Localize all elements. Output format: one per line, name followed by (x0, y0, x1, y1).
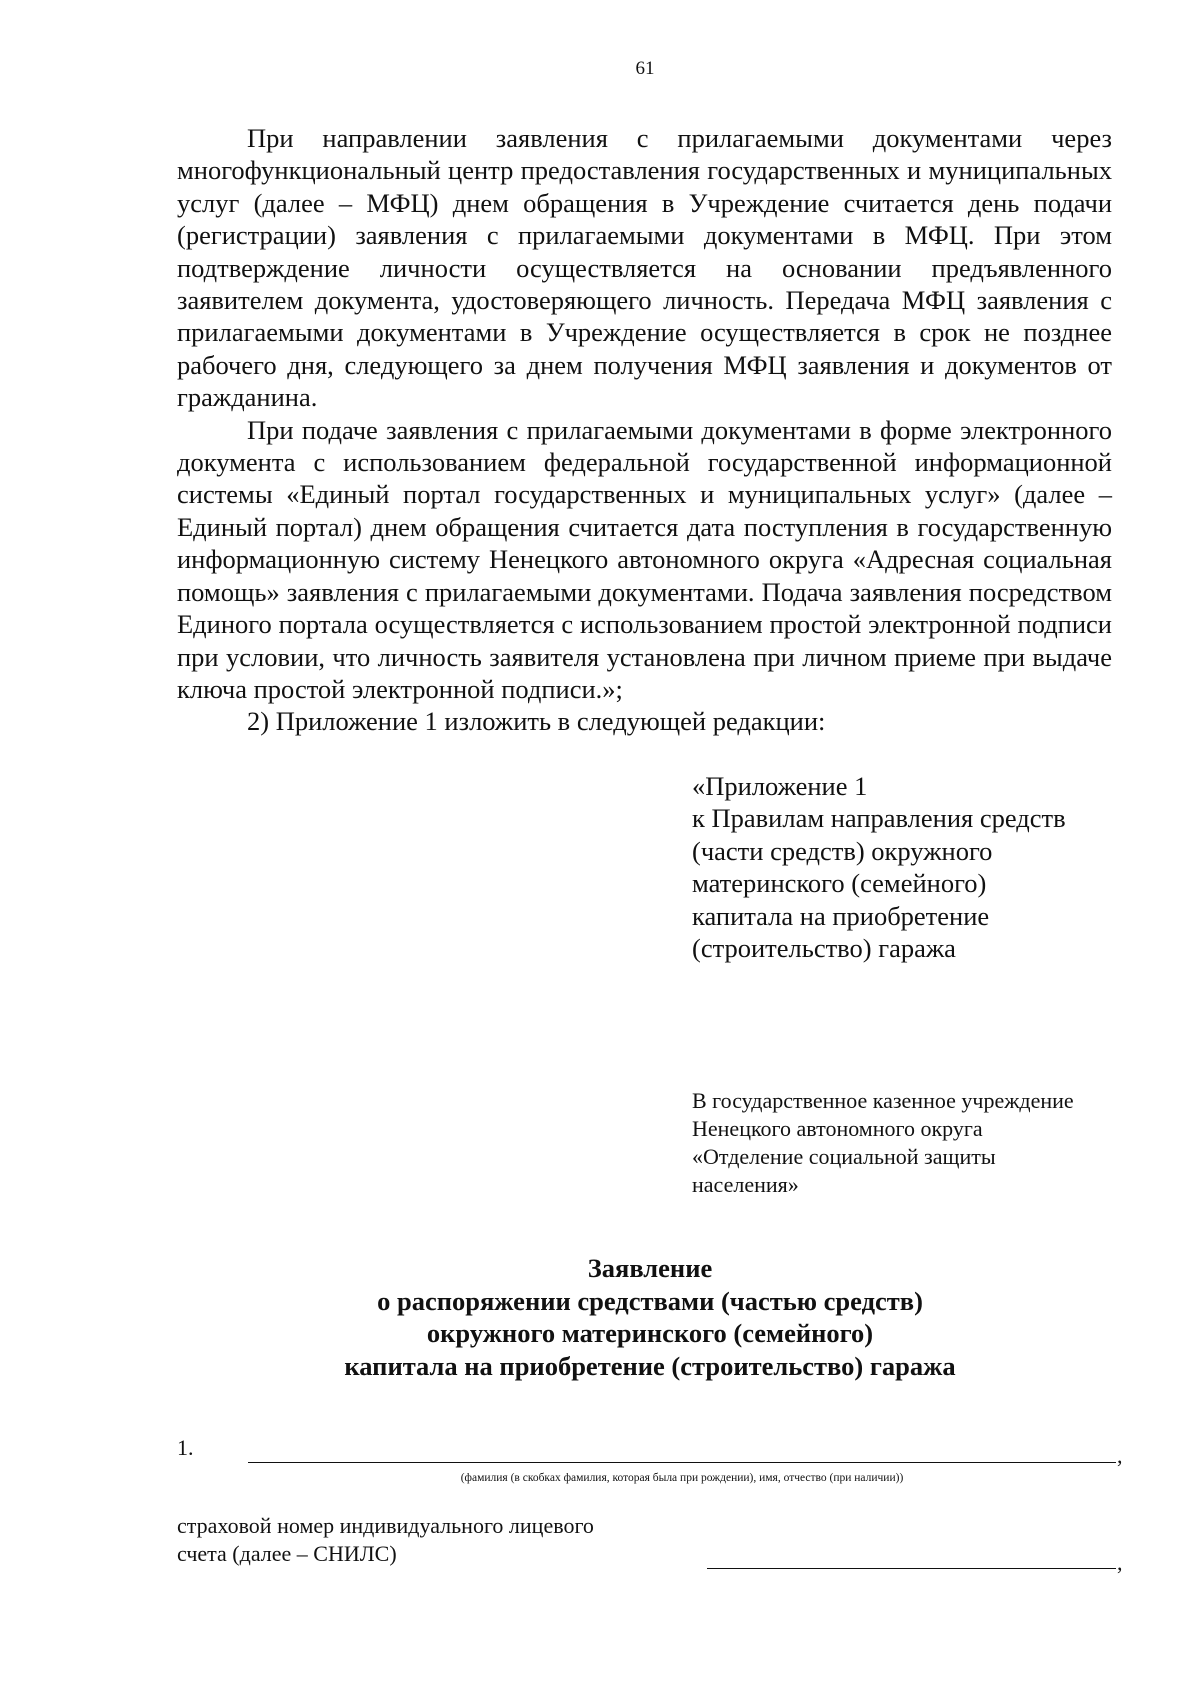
name-line-comma: , (1117, 1443, 1123, 1468)
appendix-note-line: (строительство) гаража (692, 933, 956, 964)
paragraph-mfc: При направлении заявления с прилагаемыми документами через многофункциональный центр предоставления государственных и муниципальных услуг (далее – МФЦ) днем обращения в Учреждение считается день подачи (регистрации) заявления с прилагаемыми документами в МФЦ. При этом подтверждение личности осуществляется на основании предъявленного заявителем документа, удостоверяющего личность. Передача МФЦ заявления с прилагаемыми документами в Учреждение осуществляется в срок не позднее рабочего дня, следующего за днем получения МФЦ заявления и документов от гражданина. (177, 123, 1112, 413)
snils-label (177, 1512, 594, 1568)
addressee-line: В государственное казенное учреждение (692, 1088, 1074, 1113)
addressee-block (692, 1087, 1074, 1199)
snils-label-line: счета (далее – СНИЛС) (177, 1541, 397, 1566)
appendix-note-line: «Приложение 1 (692, 771, 868, 801)
appendix-note-line: (части средств) окружного (692, 835, 993, 866)
page-number: 61 (635, 58, 655, 79)
appendix-note-line: капитала на приобретение (692, 900, 990, 931)
form-item-number: 1. (177, 1435, 194, 1460)
body-text (177, 122, 1112, 738)
title-line: капитала на приобретение (строительство) гаража (344, 1350, 956, 1381)
item-2-text: 2) Приложение 1 изложить в следующей редакции: (247, 706, 826, 737)
title-line: Заявление (587, 1253, 713, 1283)
snils-label-line: страховой номер индивидуального лицевого (177, 1513, 594, 1538)
snils-line-comma: , (1117, 1550, 1123, 1575)
title-line: окружного материнского (семейного) (426, 1318, 874, 1348)
appendix-note-line: к Правилам направления средств (692, 803, 1066, 834)
appendix-note (692, 770, 1066, 964)
addressee-line: Ненецкого автономного округа (692, 1116, 983, 1141)
appendix-note-line: материнского (семейного) (692, 868, 987, 899)
application-title (200, 1252, 1100, 1382)
paragraph-portal: При подаче заявления с прилагаемыми документами в форме электронного документа с использованием федеральной государственной информационной системы «Единый портал государственных и муниципальных услуг» (далее – Единый портал) днем обращения считается дата поступления в государственную информационную систему Ненецкого автономного округа «Адресная социальная помощь» заявления с прилагаемыми документами. Подача заявления посредством Единого портала осуществляется с использованием простой электронной подписи при условии, что личность заявителя установлена при личном приеме при выдаче ключа простой электронной подписи.»; (177, 414, 1112, 704)
title-line: о распоряжении средствами (частью средств) (377, 1285, 923, 1316)
name-field-caption: (фамилия (в скобках фамилия, которая была при рождении), имя, отчество (при наличии)) (460, 1472, 904, 1484)
snils-input-line[interactable] (707, 1568, 1116, 1569)
addressee-line: населения» (692, 1172, 799, 1197)
addressee-line: «Отделение социальной защиты (692, 1144, 996, 1169)
name-input-line[interactable] (248, 1462, 1116, 1463)
